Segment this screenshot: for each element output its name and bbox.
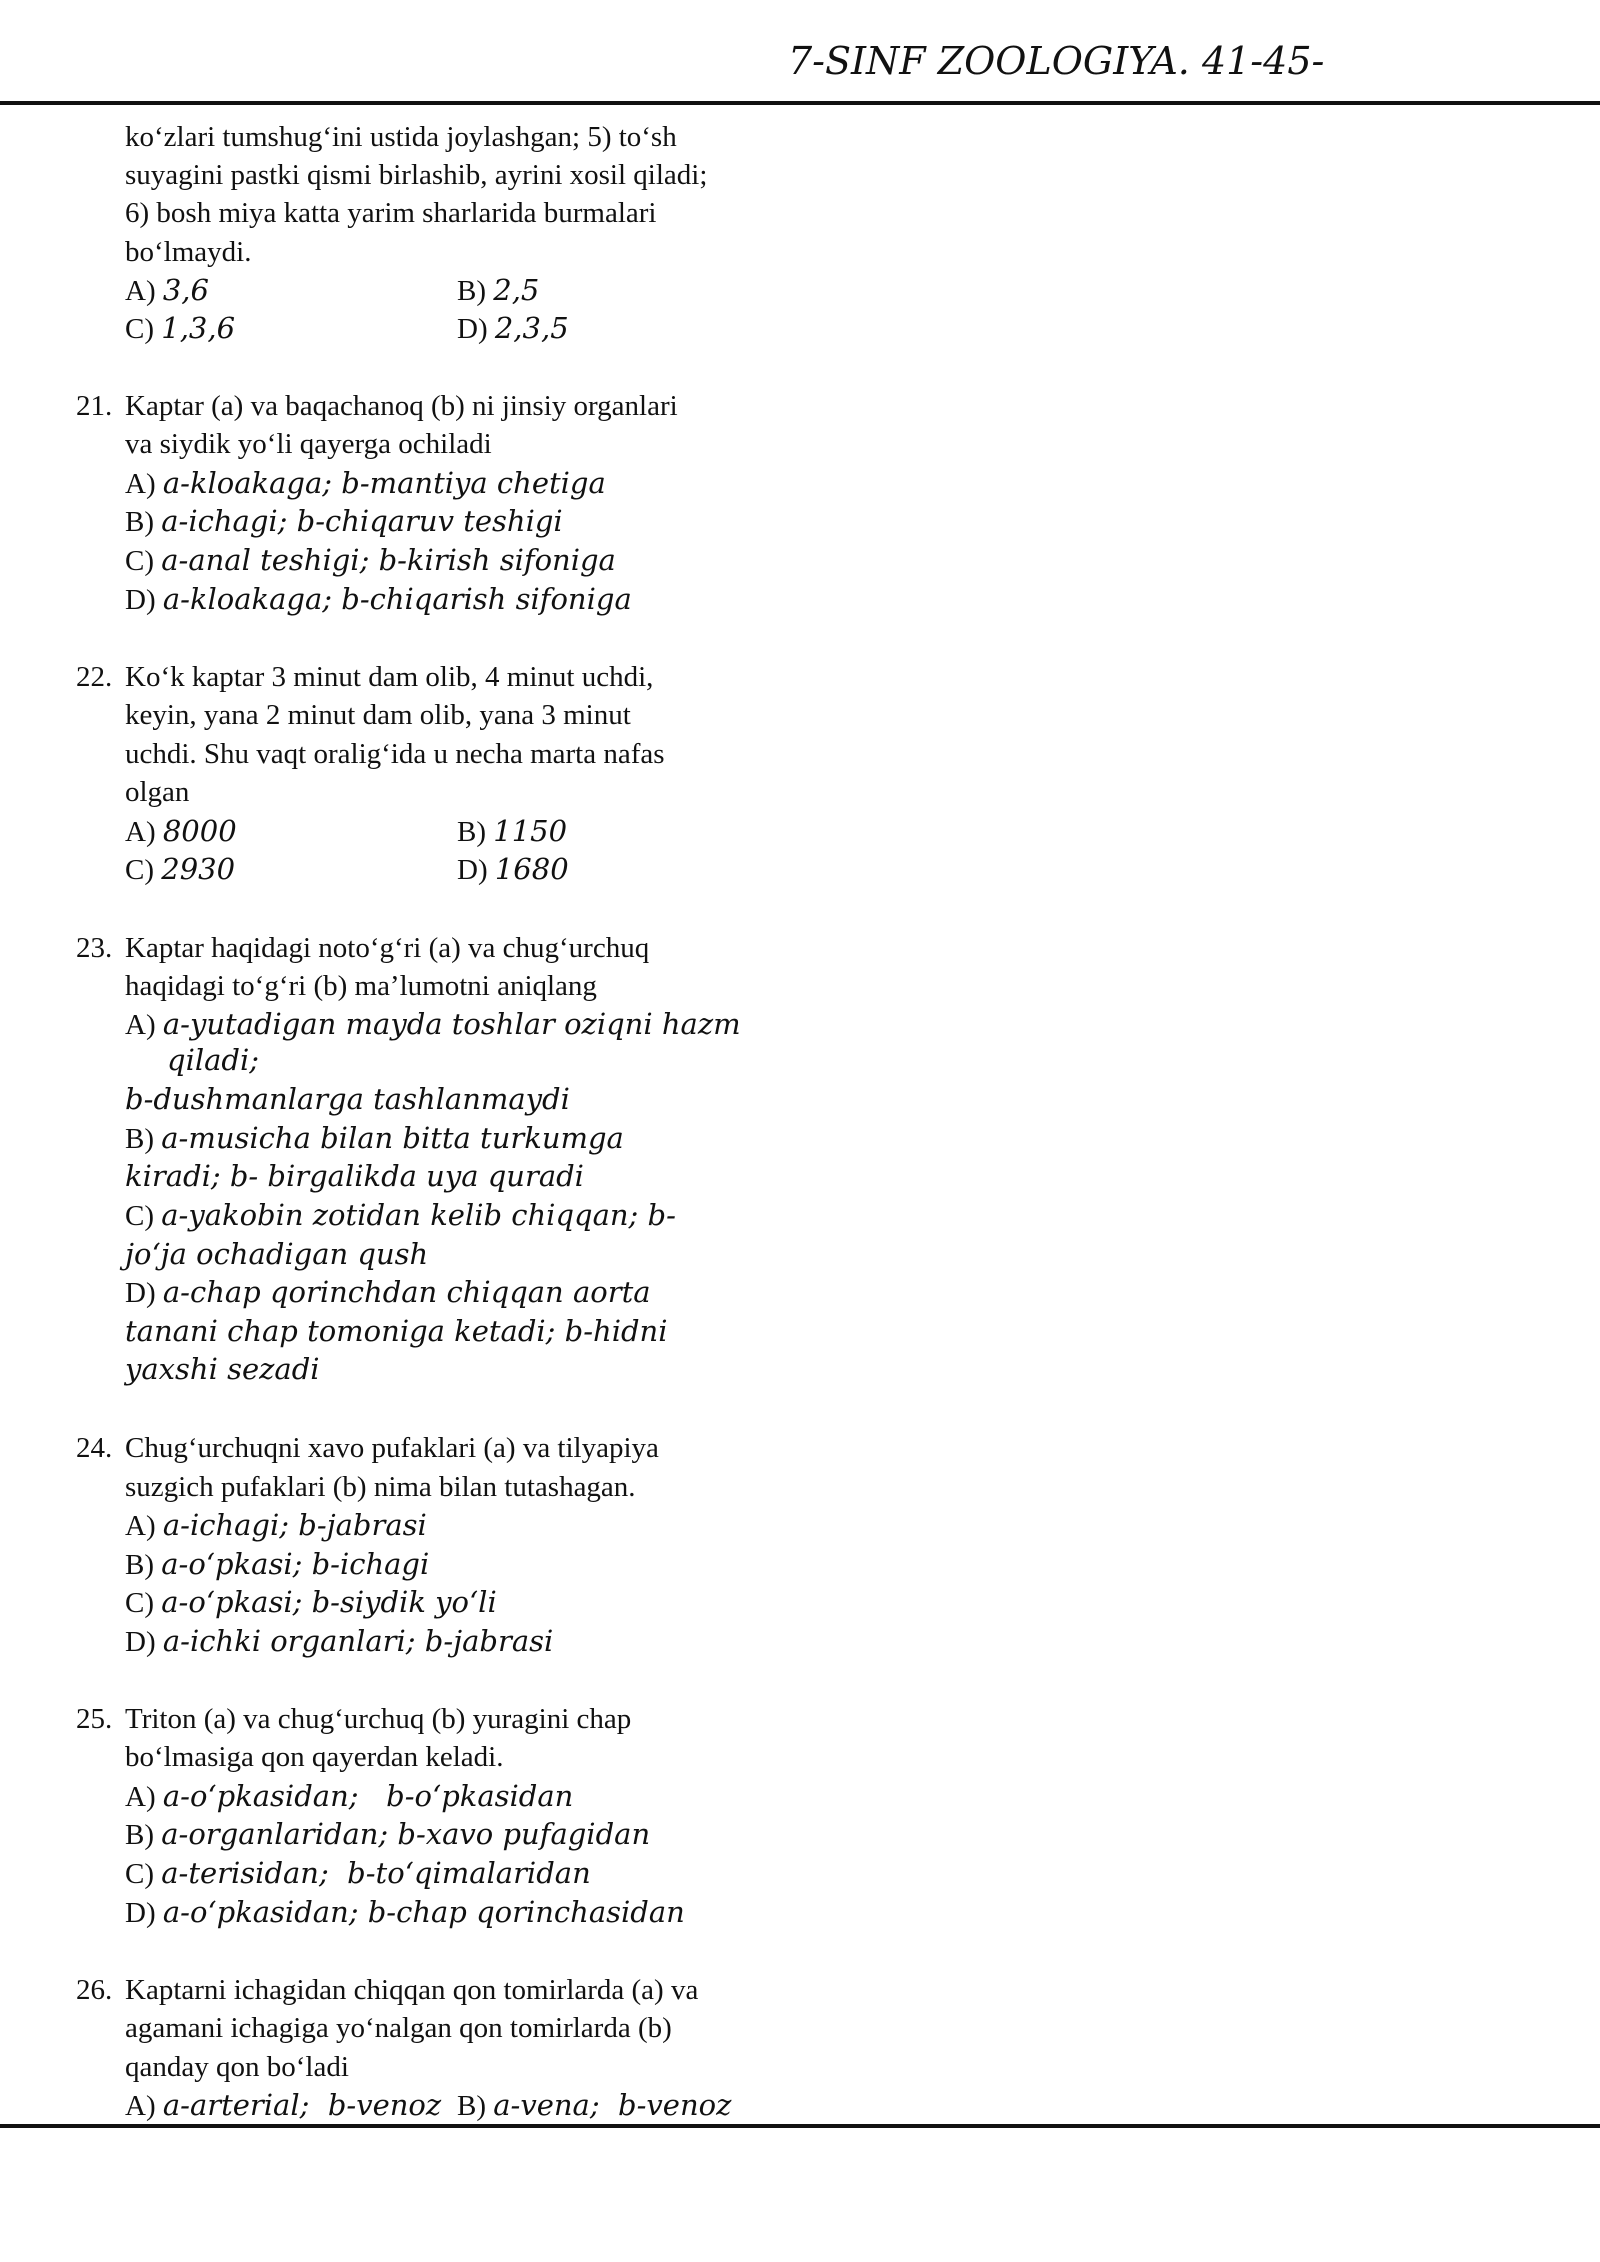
option-c[interactable]: C) a-o‘pkasi; b-siydik yo‘li: [125, 1585, 497, 1619]
question-text-line: haqidagi to‘g‘ri (b) ma’lumotni aniqlang: [125, 970, 597, 1002]
question-number: 23.: [76, 932, 113, 964]
option-b[interactable]: B) 1150: [457, 814, 568, 848]
question-text-line: va siydik yo‘li qayerga ochiladi: [125, 428, 492, 460]
question-text-line: Kaptar haqidagi noto‘g‘ri (a) va chug‘urchuq: [125, 932, 650, 964]
question-text-line: qanday qon bo‘ladi: [125, 2051, 349, 2083]
question-column: [0, 0, 820, 2120]
option-b[interactable]: B) a-o‘pkasi; b-ichagi: [125, 1547, 430, 1581]
footer-divider: [0, 2124, 1600, 2128]
option-a-continuation: qiladi;: [167, 1043, 260, 1077]
option-d[interactable]: D) a-kloakaga; b-chiqarish sifoniga: [125, 582, 632, 616]
option-b[interactable]: B) 2,5: [457, 273, 540, 307]
question-text-line: keyin, yana 2 minut dam olib, yana 3 minut: [125, 699, 631, 731]
question-text-line: suzgich pufaklari (b) nima bilan tutashagan.: [125, 1471, 636, 1503]
question-text-line: bo‘lmasiga qon qayerdan keladi.: [125, 1741, 504, 1773]
question-number: 21.: [76, 390, 113, 422]
option-c[interactable]: C) a-anal teshigi; b-kirish sifoniga: [125, 543, 616, 577]
option-a[interactable]: A) a-arterial; b-venoz: [125, 2088, 442, 2122]
option-c-continuation: jo‘ja ochadigan qush: [125, 1237, 429, 1271]
option-d[interactable]: D) a-chap qorinchdan chiqqan aorta: [125, 1275, 651, 1309]
question-number: 24.: [76, 1432, 113, 1464]
option-d[interactable]: D) 2,3,5: [457, 311, 569, 345]
question-text-line: Chug‘urchuqni xavo pufaklari (a) va tilyapiya: [125, 1432, 659, 1464]
question-number: 25.: [76, 1703, 113, 1735]
question-number: 22.: [76, 661, 113, 693]
option-a[interactable]: A) 8000: [125, 814, 237, 848]
question-text-line: uchdi. Shu vaqt oralig‘ida u necha marta nafas: [125, 738, 665, 770]
page-title: 7-SINF ZOOLOGIYA. 41-45-: [788, 39, 1325, 83]
question-number: 26.: [76, 1974, 113, 2006]
option-c[interactable]: C) a-terisidan; b-to‘qimalaridan: [125, 1856, 591, 1890]
question-text-line: 6) bosh miya katta yarim sharlarida burmalari: [125, 197, 657, 229]
option-c[interactable]: C) 2930: [125, 852, 236, 886]
question-text-line: agamani ichagiga yo‘nalgan qon tomirlarda (b): [125, 2012, 672, 2044]
option-a[interactable]: A) a-ichagi; b-jabrasi: [125, 1508, 427, 1542]
option-b[interactable]: B) a-organlaridan; b-xavo pufagidan: [125, 1817, 651, 1851]
question-text-line: Triton (a) va chug‘urchuq (b) yuragini chap: [125, 1703, 632, 1735]
option-c[interactable]: C) 1,3,6: [125, 311, 236, 345]
question-text-line: Kaptarni ichagidan chiqqan qon tomirlarda (a) va: [125, 1974, 699, 2006]
option-a[interactable]: A) 3,6: [125, 273, 209, 307]
option-d[interactable]: D) a-o‘pkasidan; b-chap qorinchasidan: [125, 1895, 685, 1929]
option-b[interactable]: B) a-ichagi; b-chiqaruv teshigi: [125, 504, 563, 538]
question-text-line: Ko‘k kaptar 3 minut dam olib, 4 minut uchdi,: [125, 661, 654, 693]
option-a[interactable]: A) a-yutadigan mayda toshlar oziqni hazm: [125, 1007, 741, 1041]
option-a-continuation: b-dushmanlarga tashlanmaydi: [125, 1082, 570, 1116]
question-text-line: Kaptar (a) va baqachanoq (b) ni jinsiy organlari: [125, 390, 678, 422]
question-text-line: ko‘zlari tumshug‘ini ustida joylashgan; 5) to‘sh: [125, 121, 677, 153]
option-d[interactable]: D) a-ichki organlari; b-jabrasi: [125, 1624, 554, 1658]
option-d-continuation: yaxshi sezadi: [125, 1352, 320, 1386]
question-text-line: suyagini pastki qismi birlashib, ayrini xosil qiladi;: [125, 159, 708, 191]
option-a[interactable]: A) a-kloakaga; b-mantiya chetiga: [125, 466, 606, 500]
question-text-line: olgan: [125, 776, 190, 808]
option-d[interactable]: D) 1680: [457, 852, 569, 886]
option-b[interactable]: B) a-vena; b-venoz: [457, 2088, 732, 2122]
option-a[interactable]: A) a-o‘pkasidan; b-o‘pkasidan: [125, 1779, 574, 1813]
question-text-line: bo‘lmaydi.: [125, 236, 252, 268]
option-b[interactable]: B) a-musicha bilan bitta turkumga: [125, 1121, 624, 1155]
option-b-continuation: kiradi; b- birgalikda uya quradi: [125, 1159, 584, 1193]
option-c[interactable]: C) a-yakobin zotidan kelib chiqqan; b-: [125, 1198, 676, 1232]
option-d-continuation: tanani chap tomoniga ketadi; b-hidni: [125, 1314, 668, 1348]
